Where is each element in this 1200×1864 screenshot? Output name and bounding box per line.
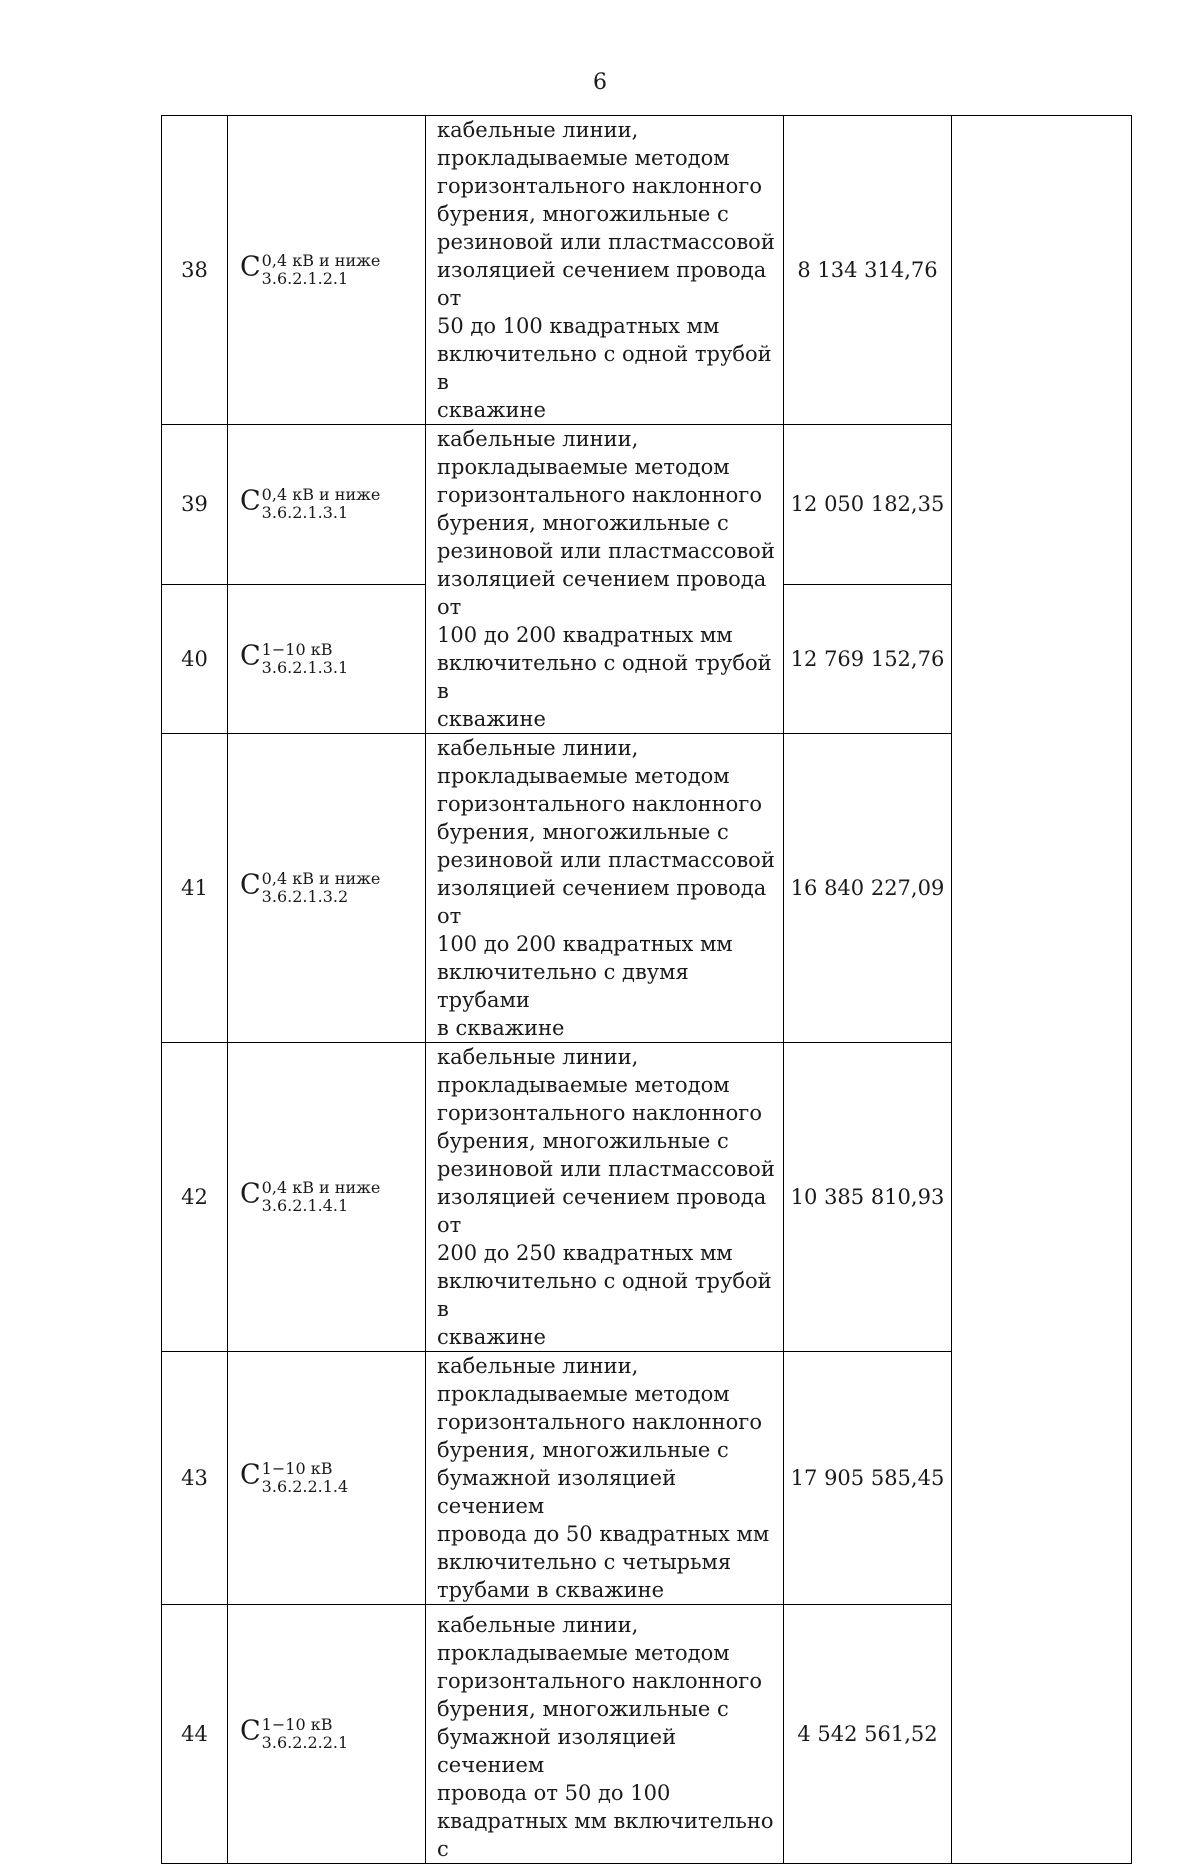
rate-symbol: C xyxy=(240,1459,261,1491)
description-line: включительно с двумя трубами xyxy=(437,960,689,1012)
rate-symbol: C xyxy=(240,869,261,901)
description-line: квадратных мм включительно с xyxy=(437,1809,774,1861)
description-cell xyxy=(426,1043,784,1352)
description-line: провода до 50 квадратных мм xyxy=(437,1522,770,1546)
tariff-table xyxy=(161,115,1132,1864)
description-line: кабельные линии, xyxy=(437,1045,639,1069)
rate-value: 17 905 585,45 xyxy=(784,1352,952,1605)
description-line: изоляцией сечением провода от xyxy=(437,567,767,619)
description-line: горизонтального наклонного xyxy=(437,792,762,816)
description-line: резиновой или пластмассовой xyxy=(437,848,775,872)
rate-index: 3.6.2.2.2.1 xyxy=(261,1733,349,1752)
description-line: 100 до 200 квадратных мм xyxy=(437,623,733,647)
rate-value: 12 769 152,76 xyxy=(784,584,952,733)
description-line: скважине xyxy=(437,398,546,422)
rate-code xyxy=(228,425,426,585)
rate-code xyxy=(228,734,426,1043)
notes-column xyxy=(952,116,1132,1864)
description-line: включительно с одной трубой в xyxy=(437,342,772,394)
description-line: прокладываемые методом xyxy=(437,146,730,170)
description-cell xyxy=(426,734,784,1043)
description-line: горизонтального наклонного xyxy=(437,174,762,198)
description-line: бурения, многожильные с xyxy=(437,1129,729,1153)
description-line: бурения, многожильные с xyxy=(437,511,729,535)
description-line: прокладываемые методом xyxy=(437,1382,730,1406)
description-line: кабельные линии, xyxy=(437,1354,639,1378)
row-number: 42 xyxy=(162,1043,228,1352)
rate-symbol: C xyxy=(240,485,261,517)
description-line: 100 до 200 квадратных мм xyxy=(437,932,733,956)
rate-index: 3.6.2.2.1.4 xyxy=(261,1477,349,1496)
description-line: бурения, многожильные с xyxy=(437,1697,729,1721)
description-line: провода от 50 до 100 xyxy=(437,1781,671,1805)
rate-voltage: 0,4 кВ и ниже xyxy=(261,1178,381,1197)
description-line: кабельные линии, xyxy=(437,118,639,142)
description-line: в скважине xyxy=(437,1016,565,1040)
description-line: резиновой или пластмассовой xyxy=(437,1157,775,1181)
rate-value: 4 542 561,52 xyxy=(784,1605,952,1864)
description-line: включительно с одной трубой в xyxy=(437,1269,772,1321)
rate-voltage: 0,4 кВ и ниже xyxy=(261,251,381,270)
rate-voltage: 1−10 кВ xyxy=(261,1715,333,1734)
rate-code xyxy=(228,584,426,733)
row-number: 44 xyxy=(162,1605,228,1864)
row-number: 41 xyxy=(162,734,228,1043)
rate-value: 12 050 182,35 xyxy=(784,425,952,585)
description-cell xyxy=(426,1605,784,1864)
row-number: 40 xyxy=(162,584,228,733)
rate-value: 8 134 314,76 xyxy=(784,116,952,425)
description-cell xyxy=(426,1352,784,1605)
description-line: бумажной изоляцией сечением xyxy=(437,1725,677,1777)
rate-symbol: C xyxy=(240,251,261,283)
description-line: бурения, многожильные с xyxy=(437,202,729,226)
rate-value: 10 385 810,93 xyxy=(784,1043,952,1352)
rate-code xyxy=(228,1352,426,1605)
description-line: 200 до 250 квадратных мм xyxy=(437,1241,733,1265)
row-number: 43 xyxy=(162,1352,228,1605)
description-line: трубами в скважине xyxy=(437,1578,665,1602)
description-line: кабельные линии, xyxy=(437,736,639,760)
description-line: горизонтального наклонного xyxy=(437,1410,762,1434)
rate-code xyxy=(228,1605,426,1864)
rate-index: 3.6.2.1.3.1 xyxy=(261,657,349,677)
rate-voltage: 1−10 кВ xyxy=(261,1459,333,1478)
description-line: прокладываемые методом xyxy=(437,455,730,479)
description-line: кабельные линии, xyxy=(437,427,639,451)
description-line: включительно с одной трубой в xyxy=(437,651,772,703)
rate-index: 3.6.2.1.4.1 xyxy=(261,1196,349,1215)
description-line: изоляцией сечением провода от xyxy=(437,1185,767,1237)
page-number: 6 xyxy=(593,70,607,95)
rate-symbol: C xyxy=(240,1178,261,1210)
description-line: кабельные линии, xyxy=(437,1613,639,1637)
description-line: бумажной изоляцией сечением xyxy=(437,1466,677,1518)
description-line: бурения, многожильные с xyxy=(437,820,729,844)
rate-code xyxy=(228,116,426,425)
row-number: 39 xyxy=(162,425,228,585)
description-line: горизонтального наклонного xyxy=(437,483,762,507)
rate-voltage: 1−10 кВ xyxy=(261,639,333,659)
rate-index: 3.6.2.1.2.1 xyxy=(261,269,349,288)
description-line: включительно с четырьмя xyxy=(437,1550,732,1574)
row-number: 38 xyxy=(162,116,228,425)
rate-code xyxy=(228,1043,426,1352)
description-cell xyxy=(426,425,784,734)
rate-voltage: 0,4 кВ и ниже xyxy=(261,485,381,505)
table-row xyxy=(162,116,1132,425)
description-line: резиновой или пластмассовой xyxy=(437,230,775,254)
description-line: изоляцией сечением провода от xyxy=(437,258,767,310)
description-line: резиновой или пластмассовой xyxy=(437,539,775,563)
rate-symbol: C xyxy=(240,1715,261,1747)
description-line: горизонтального наклонного xyxy=(437,1669,762,1693)
description-cell xyxy=(426,116,784,425)
description-line: бурения, многожильные с xyxy=(437,1438,729,1462)
description-line: 50 до 100 квадратных мм xyxy=(437,314,720,338)
description-line: скважине xyxy=(437,707,546,731)
description-line: прокладываемые методом xyxy=(437,764,730,788)
description-line: прокладываемые методом xyxy=(437,1073,730,1097)
rate-voltage: 0,4 кВ и ниже xyxy=(261,869,381,888)
description-line: скважине xyxy=(437,1325,546,1349)
description-line: изоляцией сечением провода от xyxy=(437,876,767,928)
description-line: горизонтального наклонного xyxy=(437,1101,762,1125)
description-line: прокладываемые методом xyxy=(437,1641,730,1665)
rate-symbol: C xyxy=(240,640,261,672)
rate-value: 16 840 227,09 xyxy=(784,734,952,1043)
rate-index: 3.6.2.1.3.1 xyxy=(261,503,349,523)
rate-index: 3.6.2.1.3.2 xyxy=(261,887,349,906)
